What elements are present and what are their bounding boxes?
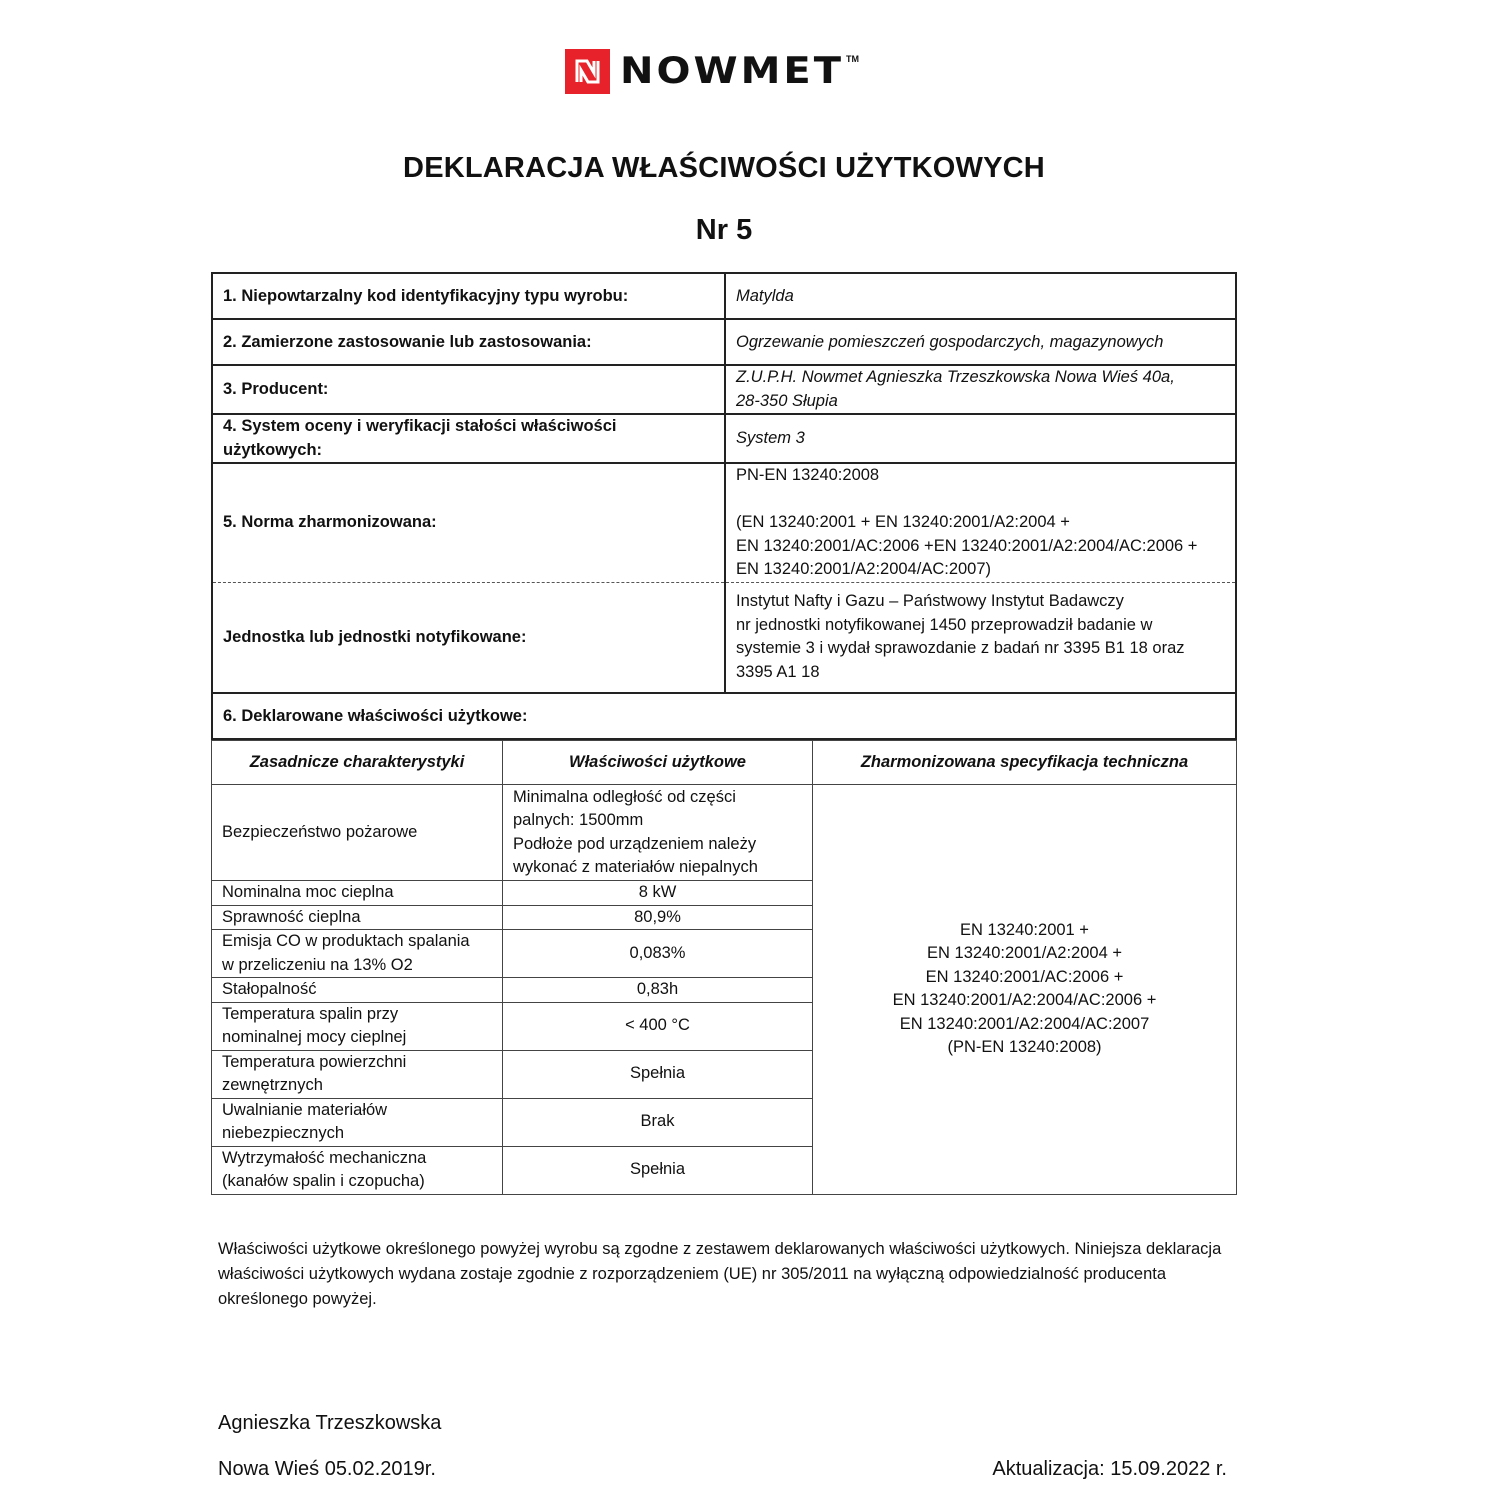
characteristic-cell: Nominalna moc cieplna (212, 881, 503, 906)
characteristic-line: nominalnej mocy cieplnej (222, 1028, 407, 1046)
specification-line: EN 13240:2001/A2:2004 + (927, 944, 1122, 963)
info-value-line: PN-EN 13240:2008 (736, 466, 880, 484)
characteristic-cell: Sprawność cieplna (212, 905, 503, 930)
info-label-line: 4. System oceny i weryfikacji stałości właściwości (223, 417, 617, 435)
signatory-name: Agnieszka Trzeszkowska (218, 1412, 442, 1434)
update-date: Aktualizacja: 15.09.2022 r. (992, 1458, 1227, 1480)
document-title: DEKLARACJA WŁAŚCIWOŚCI UŻYTKOWYCH (403, 152, 1045, 184)
performance-cell: 80,9% (503, 905, 813, 930)
product-info-table (211, 272, 1237, 740)
brand-name: NOWMET (620, 49, 845, 93)
specification-cell (813, 785, 1237, 1195)
performance-line: Minimalna odległość od części (513, 787, 736, 806)
info-value (725, 582, 1236, 693)
info-row (212, 365, 1236, 414)
info-value (725, 463, 1236, 582)
info-value-line: 28-350 Słupia (736, 391, 838, 410)
info-label: 3. Producent: (212, 365, 725, 414)
performance-cell: Spełnia (503, 1146, 813, 1194)
info-row (212, 273, 1236, 319)
section-6-heading: 6. Deklarowane właściwości użytkowe: (212, 693, 1236, 739)
characteristic-line: niebezpiecznych (222, 1124, 344, 1142)
column-header-performance: Właściwości użytkowe (503, 741, 813, 785)
info-value-line: Instytut Nafty i Gazu – Państwowy Instytut Badawczy (736, 592, 1124, 611)
performance-line: palnych: 1500mm (513, 811, 644, 829)
info-value-line: Z.U.P.H. Nowmet Agnieszka Trzeszkowska Nowa Wieś 40a, (736, 368, 1175, 386)
specification-line: (PN-EN 13240:2008) (947, 1038, 1102, 1057)
declared-properties-table (211, 740, 1237, 1195)
characteristic-cell (212, 1050, 503, 1098)
info-value (725, 365, 1236, 414)
specification-line: EN 13240:2001 + (960, 920, 1089, 939)
info-value: Matylda (725, 273, 1236, 319)
characteristic-line: Uwalnianie materiałów (222, 1100, 388, 1119)
column-header-specification: Zharmonizowana specyfikacja techniczna (813, 741, 1237, 785)
performance-cell: Brak (503, 1098, 813, 1146)
characteristic-cell: Bezpieczeństwo pożarowe (212, 785, 503, 881)
characteristic-line: Wytrzymałość mechaniczna (222, 1148, 427, 1167)
declaration-statement: Właściwości użytkowe określonego powyżej wyrobu są zgodne z zestawem deklarowanych właściwości użytkowych. Niniejsza deklaracja właściwości użytkowych wydana zostaje zgodnie z rozporządzeniem (UE) nr 305/2011 na wyłączną odpowiedzialność producenta określonego powyżej. (218, 1240, 1222, 1308)
info-label (212, 414, 725, 463)
characteristic-line: Emisja CO w produktach spalania (222, 932, 470, 950)
info-value-line: nr jednostki notyfikowanej 1450 przeprowadził badanie w (736, 615, 1153, 634)
properties-header-row (212, 741, 1237, 785)
performance-cell: 0,083% (503, 930, 813, 978)
place-and-date: Nowa Wieś 05.02.2019r. (218, 1458, 436, 1480)
info-row (212, 319, 1236, 365)
info-label: Jednostka lub jednostki notyfikowane: (212, 582, 725, 693)
specification-line: EN 13240:2001/A2:2004/AC:2007 (899, 1014, 1150, 1033)
trademark-mark: TM (846, 54, 860, 64)
info-row (212, 463, 1236, 582)
performance-cell: Spełnia (503, 1050, 813, 1098)
performance-cell: 0,83h (503, 978, 813, 1003)
info-row (212, 414, 1236, 463)
brand-logo (565, 48, 859, 94)
document-number: Nr 5 (695, 214, 753, 246)
info-label: 2. Zamierzone zastosowanie lub zastosowania: (212, 319, 725, 365)
specification-line: EN 13240:2001/A2:2004/AC:2006 + (892, 991, 1157, 1010)
performance-cell: < 400 °C (503, 1002, 813, 1050)
info-value: Ogrzewanie pomieszczeń gospodarczych, magazynowych (725, 319, 1236, 365)
specification-line: EN 13240:2001/AC:2006 + (925, 967, 1124, 986)
info-value-line: 3395 A1 18 (736, 662, 820, 681)
info-row (212, 582, 1236, 693)
performance-line: Podłoże pod urządzeniem należy (513, 834, 757, 853)
info-value-line: EN 13240:2001/AC:2006 +EN 13240:2001/A2:2004/AC:2006 + (736, 536, 1198, 555)
characteristic-line: Temperatura spalin przy (222, 1004, 399, 1023)
characteristic-cell: Stałopalność (212, 978, 503, 1003)
info-value-line: systemie 3 i wydał sprawozdanie z badań nr 3395 B1 18 oraz (736, 639, 1185, 658)
nowmet-logo-icon (565, 49, 610, 94)
info-label: 5. Norma zharmonizowana: (212, 463, 725, 582)
characteristic-line: w przeliczeniu na 13% O2 (222, 955, 413, 974)
info-value-line: EN 13240:2001/A2:2004/AC:2007) (736, 560, 992, 578)
info-label: 1. Niepowtarzalny kod identyfikacyjny typu wyrobu: (212, 273, 725, 319)
characteristic-cell (212, 1002, 503, 1050)
column-header-characteristics: Zasadnicze charakterystyki (212, 741, 503, 785)
info-value-line: (EN 13240:2001 + EN 13240:2001/A2:2004 + (736, 513, 1070, 531)
characteristic-line: Temperatura powierzchni (222, 1052, 407, 1071)
performance-cell: 8 kW (503, 881, 813, 906)
characteristic-cell (212, 930, 503, 978)
characteristic-line: zewnętrznych (222, 1076, 323, 1094)
characteristic-cell (212, 1146, 503, 1194)
property-row (212, 785, 1237, 881)
performance-line: wykonać z materiałów niepalnych (513, 858, 758, 876)
info-row (212, 693, 1236, 739)
info-value-line (736, 488, 1225, 512)
info-value: System 3 (725, 414, 1236, 463)
characteristic-line: (kanałów spalin i czopucha) (222, 1172, 425, 1190)
characteristic-cell (212, 1098, 503, 1146)
performance-cell (503, 785, 813, 881)
info-label-line: użytkowych: (223, 440, 323, 459)
